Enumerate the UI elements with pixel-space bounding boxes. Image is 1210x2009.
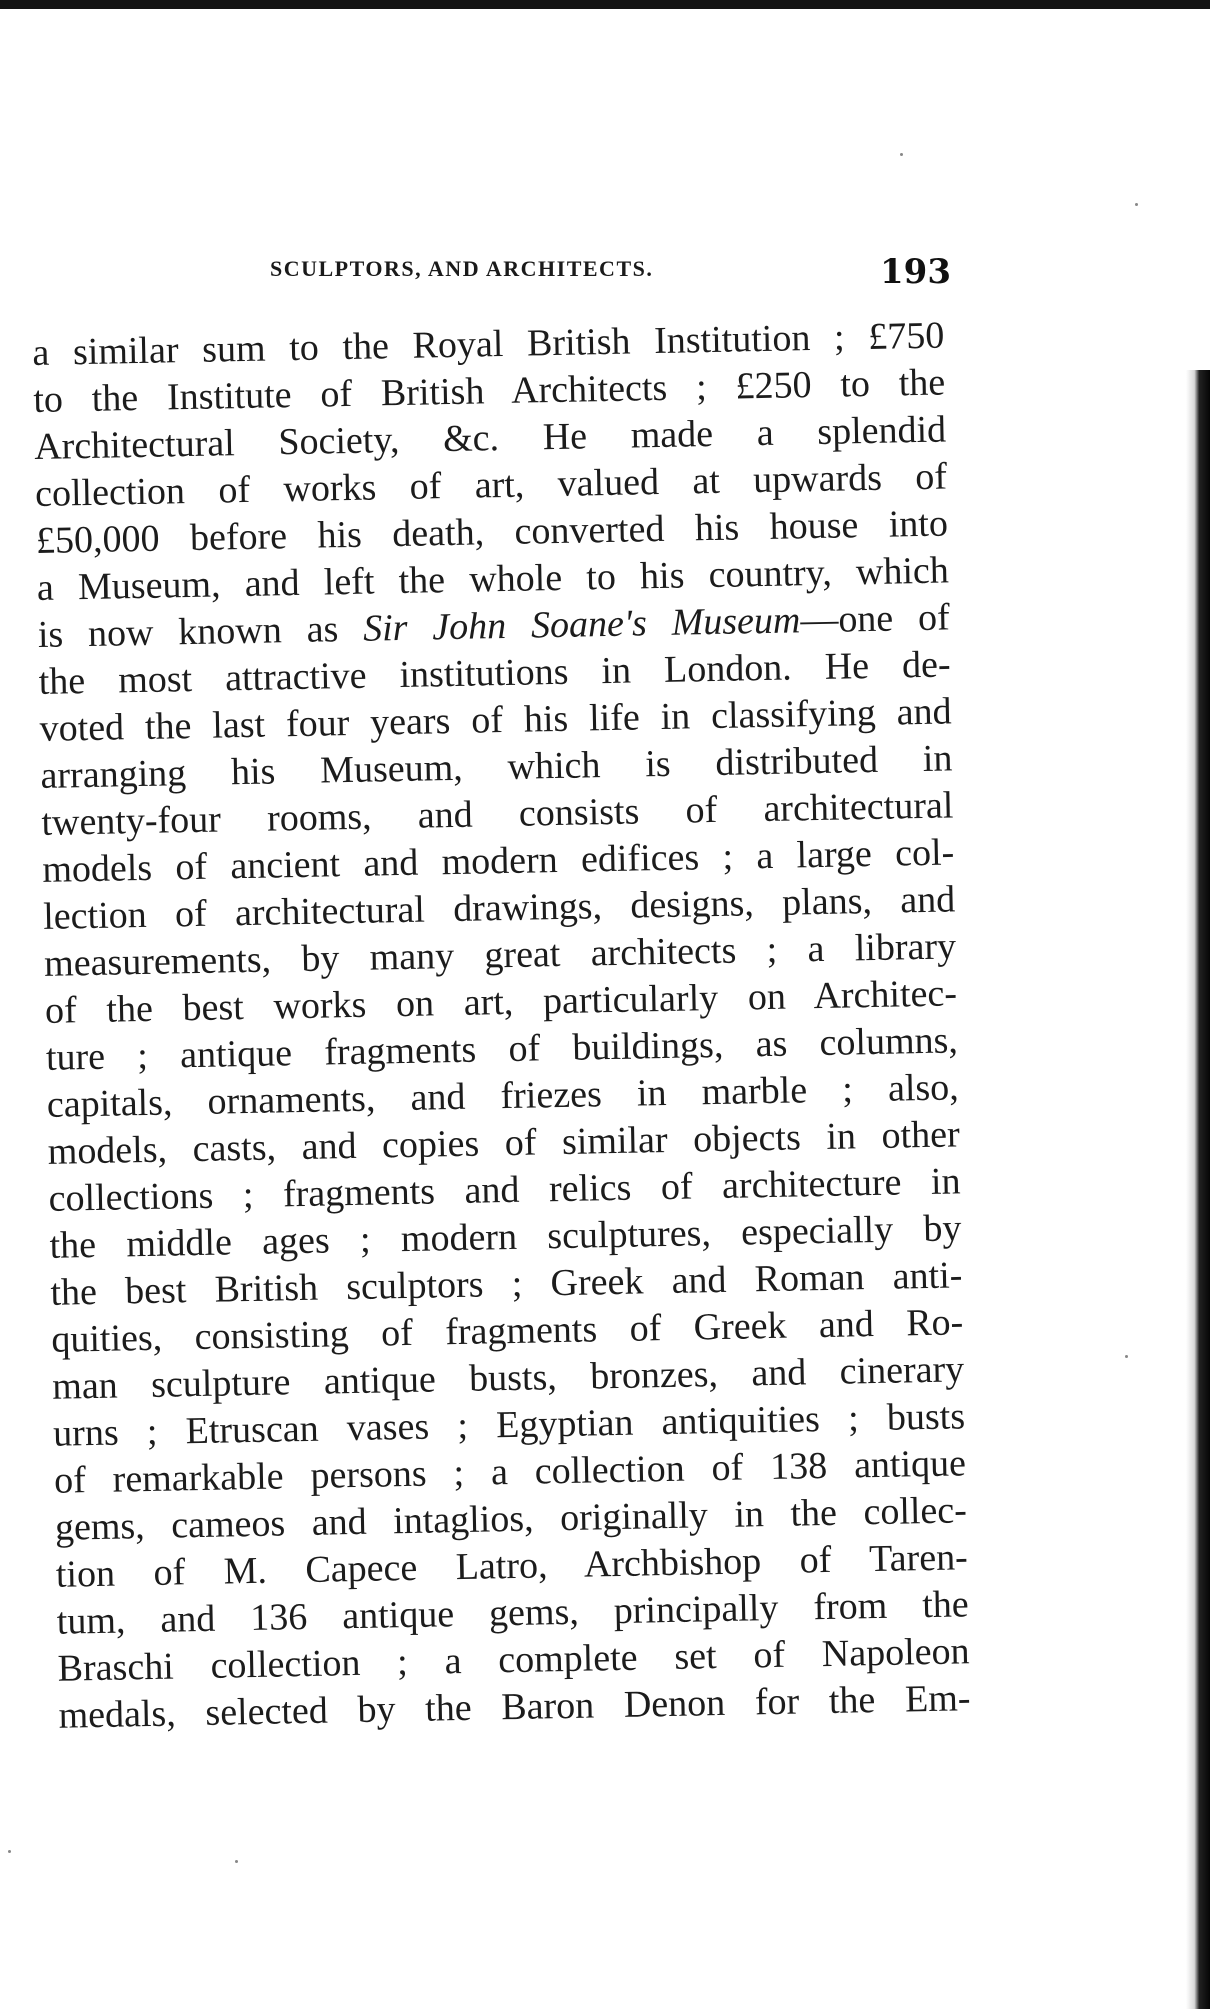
scan-speck [1135,203,1138,206]
scan-right-edge-shadow [1186,370,1210,2009]
text-line: lection of architectural drawings, designs, plans, and [42,878,956,938]
text-line: the most attractive institutions in London. He de- [38,643,951,703]
text-line: urns ; Etruscan vases ; Egyptian antiquities ; busts [52,1395,966,1455]
text-line: arranging his Museum, which is distributed in [40,737,953,797]
text-line: Braschi collection ; a complete set of Napoleon [57,1630,970,1690]
text-line: to the Institute of British Architects ; £250 to the [32,361,946,421]
text-line: medals, selected by the Baron Denon for the Em- [58,1677,971,1737]
text-line: a Museum, and left the whole to his country, which [36,549,950,609]
scan-speck [900,153,903,156]
text-line: measurements, by many great architects ; a library [43,925,957,985]
page-number: 193 [880,252,951,292]
text-line: the best British sculptors ; Greek and Roman anti- [50,1254,963,1314]
text-line: the middle ages ; modern sculptures, especially by [49,1207,962,1267]
text-line: capitals, ornaments, and friezes in marble ; also, [46,1066,960,1126]
text-line: voted the last four years of his life in classifying and [39,690,952,750]
text-line: twenty-four rooms, and consists of architectural [41,784,954,844]
body-text [32,312,972,1799]
text-line: of remarkable persons ; a collection of 138 antique [53,1442,967,1502]
text-line: collection of works of art, valued at upwards of [34,455,948,515]
scan-speck [235,1860,238,1863]
text-segment: —one of [799,596,951,642]
scan-speck [1125,1355,1128,1358]
museum-name-italic: Sir John Soane's Museum [362,599,801,650]
text-segment: is now known as [37,607,364,656]
text-line: of the best works on art, particularly on Architec- [44,972,958,1032]
text-line: Architectural Society, &c. He made a splendid [33,408,947,468]
running-head: SCULPTORS, AND ARCHITECTS. [270,256,654,281]
text-line: models, casts, and copies of similar objects in other [47,1113,961,1173]
text-line: ture ; antique fragments of buildings, as columns, [45,1019,959,1079]
text-line: tum, and 136 antique gems, principally from the [56,1583,970,1643]
text-line: quities, consisting of fragments of Greek and Ro- [50,1301,964,1361]
scan-speck [8,1850,11,1853]
text-line: £50,000 before his death, converted his house into [35,502,949,562]
text-line: gems, cameos and intaglios, originally in the collec- [54,1489,968,1549]
text-line: models of ancient and modern edifices ; a large col- [41,831,955,891]
text-line: tion of M. Capece Latro, Archbishop of Taren- [55,1536,969,1596]
text-line: a similar sum to the Royal British Institution ; £750 [32,314,945,374]
text-line: collections ; fragments and relics of architecture in [48,1160,961,1220]
text-line: man sculpture antique busts, bronzes, and cinerary [51,1348,965,1408]
